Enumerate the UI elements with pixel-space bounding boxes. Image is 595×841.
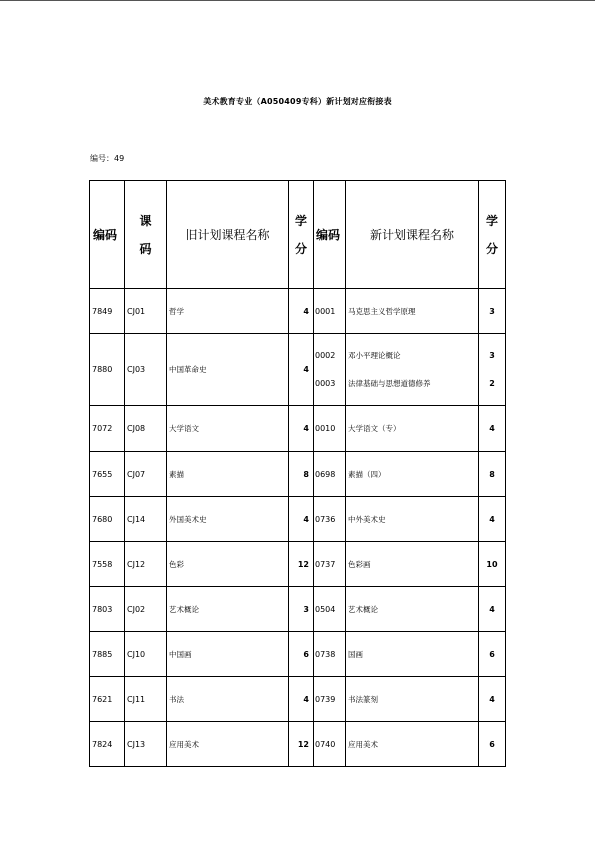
old-code-cell: 7803 [90,587,125,632]
new-code-cell: 0001 [314,289,346,334]
new-code-cell: 0698 [314,452,346,497]
new-credit-cell [479,334,506,406]
header-old-credit [289,181,314,289]
old-name-cell: 哲学 [167,289,289,334]
new-credit-cell: 8 [479,452,506,497]
new-code-cell: 0737 [314,542,346,587]
table-header-row [90,181,506,289]
course-code-cell: CJ11 [125,677,167,722]
new-code-cell: 0736 [314,497,346,542]
new-credit-line: 3 [489,350,495,360]
new-name-cell: 素描（四） [346,452,479,497]
header-new-credit [479,181,506,289]
new-credit-cell: 4 [479,677,506,722]
old-code-cell: 7072 [90,406,125,452]
old-code-cell: 7655 [90,452,125,497]
new-name-cell [346,334,479,406]
old-credit-cell: 8 [289,452,314,497]
old-code-cell: 7885 [90,632,125,677]
old-name-cell: 中国画 [167,632,289,677]
old-name-cell: 外国美术史 [167,497,289,542]
old-credit-cell: 6 [289,632,314,677]
header-old-name: 旧计划课程名称 [167,181,289,289]
new-credit-cell: 4 [479,497,506,542]
new-credit-cell: 6 [479,632,506,677]
header-new-name: 新计划课程名称 [346,181,479,289]
old-code-cell: 7849 [90,289,125,334]
course-code-cell: CJ12 [125,542,167,587]
table-row [90,334,506,406]
course-mapping-table [89,180,506,767]
course-code-cell: CJ07 [125,452,167,497]
table-row [90,677,506,722]
new-name-cell: 艺术概论 [346,587,479,632]
new-code-cell: 0739 [314,677,346,722]
old-credit-cell: 12 [289,722,314,767]
new-code-cell: 0010 [314,406,346,452]
old-code-cell: 7558 [90,542,125,587]
header-old-code: 编码 [90,181,125,289]
header-course-code-char: 课 [139,213,152,228]
old-name-cell: 素描 [167,452,289,497]
document-title: 美术教育专业（A050409专科）新计划对应衔接表 [203,97,392,106]
header-old-credit-char: 分 [294,241,307,256]
old-credit-cell: 4 [289,289,314,334]
old-credit-cell: 12 [289,542,314,587]
new-credit-cell: 4 [479,406,506,452]
course-code-cell: CJ08 [125,406,167,452]
old-name-cell: 大学语文 [167,406,289,452]
old-credit-cell: 3 [289,587,314,632]
new-credit-cell: 10 [479,542,506,587]
new-code-cell: 0740 [314,722,346,767]
table-row [90,289,506,334]
table-row [90,542,506,587]
course-code-cell: CJ10 [125,632,167,677]
new-code-cell: 0738 [314,632,346,677]
page-top-border [0,0,595,1]
new-name-cell: 马克思主义哲学原理 [346,289,479,334]
old-name-cell: 色彩 [167,542,289,587]
table-row [90,722,506,767]
old-code-cell: 7880 [90,334,125,406]
header-new-credit-char: 学 [485,213,498,228]
header-new-code: 编码 [314,181,346,289]
table-row [90,452,506,497]
new-name-cell: 书法篆刻 [346,677,479,722]
new-name-line: 法律基础与思想道德修养 [348,378,431,388]
old-credit-cell: 4 [289,406,314,452]
course-code-cell: CJ01 [125,289,167,334]
course-code-cell: CJ03 [125,334,167,406]
old-name-cell: 艺术概论 [167,587,289,632]
table-row [90,632,506,677]
old-name-cell: 中国革命史 [167,334,289,406]
new-name-line: 邓小平理论概论 [348,350,401,360]
new-name-cell: 国画 [346,632,479,677]
new-name-cell: 应用美术 [346,722,479,767]
new-name-cell: 色彩画 [346,542,479,587]
new-code-line: 0003 [315,378,336,388]
old-code-cell: 7621 [90,677,125,722]
old-code-cell: 7824 [90,722,125,767]
header-old-credit-char: 学 [294,213,307,228]
new-credit-line: 2 [489,378,495,388]
new-credit-cell: 4 [479,587,506,632]
old-credit-cell: 4 [289,677,314,722]
new-credit-cell: 3 [479,289,506,334]
old-credit-cell: 4 [289,497,314,542]
course-code-cell: CJ13 [125,722,167,767]
header-new-credit-char: 分 [485,241,498,256]
table-row [90,406,506,452]
old-name-cell: 应用美术 [167,722,289,767]
old-code-cell: 7680 [90,497,125,542]
new-name-cell: 大学语文（专） [346,406,479,452]
new-code-cell: 0504 [314,587,346,632]
header-course-code-char: 码 [139,241,152,256]
new-name-cell: 中外美术史 [346,497,479,542]
new-credit-cell: 6 [479,722,506,767]
new-code-line: 0002 [315,350,336,360]
header-course-code [125,181,167,289]
course-code-cell: CJ14 [125,497,167,542]
table-row [90,497,506,542]
old-credit-cell: 4 [289,334,314,406]
course-code-cell: CJ02 [125,587,167,632]
serial-number: 编号：49 [90,154,125,163]
table-row [90,587,506,632]
old-name-cell: 书法 [167,677,289,722]
new-code-cell [314,334,346,406]
